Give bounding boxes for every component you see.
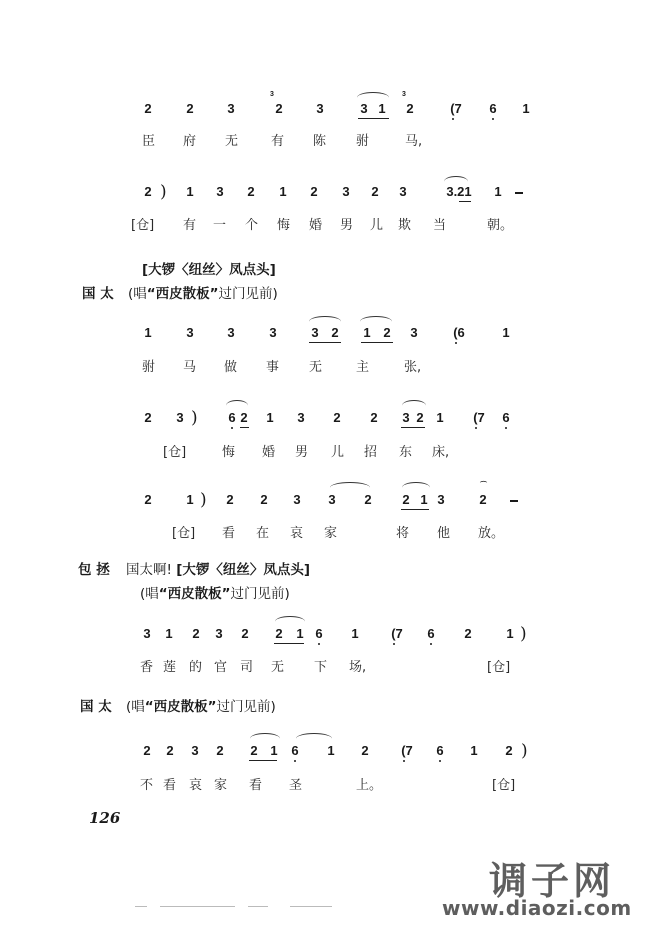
lyric: 无 xyxy=(271,660,285,675)
note: 2 xyxy=(144,101,152,116)
note: 3 xyxy=(191,743,199,758)
lyric: 看 xyxy=(249,778,263,793)
lyric: 主 xyxy=(356,360,370,375)
role-name: 国 太 xyxy=(82,286,114,302)
grace-note: 3 xyxy=(402,91,406,98)
note: 1 xyxy=(279,184,287,199)
note: 6 xyxy=(487,101,499,117)
note: 1 xyxy=(186,492,194,507)
note: 2 xyxy=(479,492,487,507)
lyric: 招 xyxy=(364,445,378,460)
bracket-close: ) xyxy=(521,741,528,761)
underline xyxy=(274,643,304,644)
spoken-line: 国太啊! xyxy=(126,562,172,578)
lyric: 香 xyxy=(140,660,154,675)
lyrics-line-3 xyxy=(0,356,655,374)
lyric: 的 xyxy=(189,660,203,675)
lyric: 男 xyxy=(340,218,354,233)
lyric: 个 xyxy=(245,218,259,233)
notation-line-2 xyxy=(0,184,655,204)
note: (7 xyxy=(470,410,488,426)
note: 2 xyxy=(364,492,372,507)
lyric: 儿 xyxy=(331,445,345,460)
lyrics-line-1 xyxy=(0,130,655,148)
note: 6 xyxy=(313,626,325,642)
note: 2 xyxy=(464,626,472,641)
lyric: 有 xyxy=(183,218,197,233)
lyric: [仓] xyxy=(492,778,516,793)
note: 3 xyxy=(311,325,319,340)
scan-artifact xyxy=(290,906,332,907)
lyric: 悔 xyxy=(277,218,291,233)
note: 1 xyxy=(470,743,478,758)
note: 2 xyxy=(216,743,224,758)
note: 2 xyxy=(226,492,234,507)
percussion-cue: [大锣〈纽丝〉凤点头] xyxy=(176,562,311,578)
notation-line-7 xyxy=(0,743,655,763)
note: 2 xyxy=(144,492,152,507)
note: 1 xyxy=(436,410,444,425)
aria-name: “西皮散板” xyxy=(146,286,219,302)
lyric: 不 xyxy=(140,778,154,793)
notation-line-3 xyxy=(0,325,655,345)
lyric: 上。 xyxy=(356,778,383,793)
underline xyxy=(401,509,429,510)
note: 2 xyxy=(144,184,152,199)
scan-artifact xyxy=(248,906,268,907)
lyric: 马 xyxy=(183,360,197,375)
note: 1 xyxy=(296,626,304,641)
note: 2 xyxy=(331,325,339,340)
underline xyxy=(249,760,277,761)
role-line xyxy=(82,282,278,302)
note: 1 xyxy=(144,325,152,340)
notation-line-4 xyxy=(0,410,655,430)
lyric: 当 xyxy=(433,218,447,233)
page-number: 126 xyxy=(89,809,121,827)
lyric: 陈 xyxy=(313,134,327,149)
note: 3 xyxy=(293,492,301,507)
role-name: 国 太 xyxy=(80,699,112,715)
note: 1 xyxy=(506,626,514,641)
dash xyxy=(515,192,523,194)
lyric: [仓] xyxy=(131,218,155,233)
grace-note: 3 xyxy=(270,91,274,98)
note: 2 xyxy=(361,743,369,758)
note: 2 xyxy=(143,743,151,758)
watermark-title: 调子网 xyxy=(489,859,616,903)
lyric: 场, xyxy=(349,660,367,675)
note: (7 xyxy=(398,743,416,759)
note: 2 xyxy=(247,184,255,199)
stage-direction: 过门见前) xyxy=(216,699,276,715)
note: 2 xyxy=(416,410,424,425)
bracket-close: ) xyxy=(191,408,198,428)
note: 6 xyxy=(425,626,437,642)
dash xyxy=(510,500,518,502)
note: 1 xyxy=(270,743,278,758)
note: 2 xyxy=(406,101,414,116)
lyric: 将 xyxy=(396,526,410,541)
lyric: 在 xyxy=(256,526,270,541)
lyrics-line-2 xyxy=(0,214,655,232)
bracket-close: ) xyxy=(200,490,207,510)
lyric: 哀 xyxy=(290,526,304,541)
bracket-close: ) xyxy=(520,624,527,644)
note: 3 xyxy=(215,626,223,641)
underline xyxy=(459,201,471,202)
lyric: 驸 xyxy=(142,360,156,375)
lyrics-line-7 xyxy=(0,774,655,792)
note: 2 xyxy=(144,410,152,425)
lyric: 司 xyxy=(240,660,254,675)
note: 6 xyxy=(289,743,301,759)
lyric: 放。 xyxy=(478,526,505,541)
note: 3 xyxy=(402,410,410,425)
note: (6 xyxy=(450,325,468,341)
lyric: 婚 xyxy=(262,445,276,460)
note: 3 xyxy=(227,101,235,116)
lyric: [仓] xyxy=(487,660,511,675)
role-line xyxy=(80,695,276,715)
stage-direction: (唱 xyxy=(126,699,145,715)
lyric: 家 xyxy=(324,526,338,541)
note: 2 xyxy=(383,325,391,340)
note: 2 xyxy=(505,743,513,758)
note: 2 xyxy=(241,626,249,641)
note: 3 xyxy=(143,626,151,641)
note: (7 xyxy=(447,101,465,117)
lyric: 府 xyxy=(183,134,197,149)
note: 6 xyxy=(434,743,446,759)
lyric: 下 xyxy=(314,660,328,675)
watermark-url: www.diaozi.com xyxy=(442,896,632,920)
role-name: 包 拯 xyxy=(78,562,110,578)
note: 3 xyxy=(342,184,350,199)
underline xyxy=(240,427,249,428)
note: 2 xyxy=(240,410,248,425)
lyric: 官 xyxy=(214,660,228,675)
note: 2 xyxy=(186,101,194,116)
note: 1 xyxy=(502,325,510,340)
note: 2 xyxy=(333,410,341,425)
role-line xyxy=(78,558,310,578)
underline xyxy=(401,427,425,428)
lyric: [仓] xyxy=(172,526,196,541)
note: 1 xyxy=(420,492,428,507)
note: 3 xyxy=(399,184,407,199)
lyric: 马, xyxy=(405,134,423,149)
lyric: 儿 xyxy=(370,218,384,233)
percussion-cue: [大锣〈纽丝〉凤点头] xyxy=(142,262,276,278)
note: 1 xyxy=(351,626,359,641)
note: 1 xyxy=(522,101,530,116)
lyric: 臣 xyxy=(142,134,156,149)
note: 1 xyxy=(266,410,274,425)
note: 2 xyxy=(371,184,379,199)
lyric: 莲 xyxy=(163,660,177,675)
note: 1 xyxy=(165,626,173,641)
lyric: [仓] xyxy=(163,445,187,460)
lyric: 做 xyxy=(224,360,238,375)
note: (7 xyxy=(388,626,406,642)
note: 3 xyxy=(328,492,336,507)
note-group: 3.21 xyxy=(446,184,472,199)
lyric: 驸 xyxy=(356,134,370,149)
stage-direction-line xyxy=(140,582,290,602)
fermata: ⌒ xyxy=(480,482,487,489)
note: 3 xyxy=(360,101,368,116)
underline xyxy=(361,342,393,343)
stage-direction: 过门见前) xyxy=(230,586,290,602)
note: 3 xyxy=(269,325,277,340)
note: 6 xyxy=(226,410,238,426)
note: 2 xyxy=(370,410,378,425)
lyric: 看 xyxy=(222,526,236,541)
note: 2 xyxy=(250,743,258,758)
aria-name: “西皮散板” xyxy=(144,699,217,715)
notation-line-1 xyxy=(0,91,655,121)
lyric: 婚 xyxy=(309,218,323,233)
note: 1 xyxy=(378,101,386,116)
underline xyxy=(358,118,389,119)
lyric: 悔 xyxy=(222,445,236,460)
note: 3 xyxy=(227,325,235,340)
note: 1 xyxy=(327,743,335,758)
stage-direction: (唱 xyxy=(140,586,159,602)
note: 3 xyxy=(176,410,184,425)
note: 1 xyxy=(494,184,502,199)
lyrics-line-5 xyxy=(0,522,655,540)
stage-direction: 过门见前) xyxy=(218,286,278,302)
lyrics-line-6 xyxy=(0,656,655,674)
stage-direction: (唱 xyxy=(128,286,147,302)
lyric: 事 xyxy=(266,360,280,375)
note: 3 xyxy=(297,410,305,425)
note: 2 xyxy=(275,101,283,116)
lyric: 无 xyxy=(309,360,323,375)
underline xyxy=(309,342,341,343)
lyric: 哀 xyxy=(189,778,203,793)
notation-line-6 xyxy=(0,626,655,646)
note: 2 xyxy=(260,492,268,507)
lyric: 他 xyxy=(437,526,451,541)
bracket-close: ) xyxy=(160,182,167,202)
lyric: 看 xyxy=(163,778,177,793)
scan-artifact xyxy=(160,906,235,907)
lyric: 一 xyxy=(213,218,227,233)
aria-name: “西皮散板” xyxy=(158,586,231,602)
note: 3 xyxy=(410,325,418,340)
note: 3 xyxy=(437,492,445,507)
note: 1 xyxy=(363,325,371,340)
note: 6 xyxy=(500,410,512,426)
note: 3 xyxy=(186,325,194,340)
note: 2 xyxy=(402,492,410,507)
note: 3 xyxy=(216,184,224,199)
lyric: 无 xyxy=(225,134,239,149)
lyric: 朝。 xyxy=(487,218,514,233)
note: 2 xyxy=(275,626,283,641)
lyric: 男 xyxy=(295,445,309,460)
note: 1 xyxy=(186,184,194,199)
note: 3 xyxy=(316,101,324,116)
note: 2 xyxy=(166,743,174,758)
lyric: 张, xyxy=(404,360,422,375)
note: 2 xyxy=(310,184,318,199)
lyric: 圣 xyxy=(289,778,303,793)
lyric: 东 xyxy=(399,445,413,460)
lyrics-line-4 xyxy=(0,441,655,459)
lyric: 家 xyxy=(214,778,228,793)
lyric: 欺 xyxy=(398,218,412,233)
note: 2 xyxy=(192,626,200,641)
lyric: 有 xyxy=(271,134,285,149)
scan-artifact xyxy=(135,906,147,907)
notation-line-5 xyxy=(0,482,655,512)
lyric: 床, xyxy=(432,445,450,460)
